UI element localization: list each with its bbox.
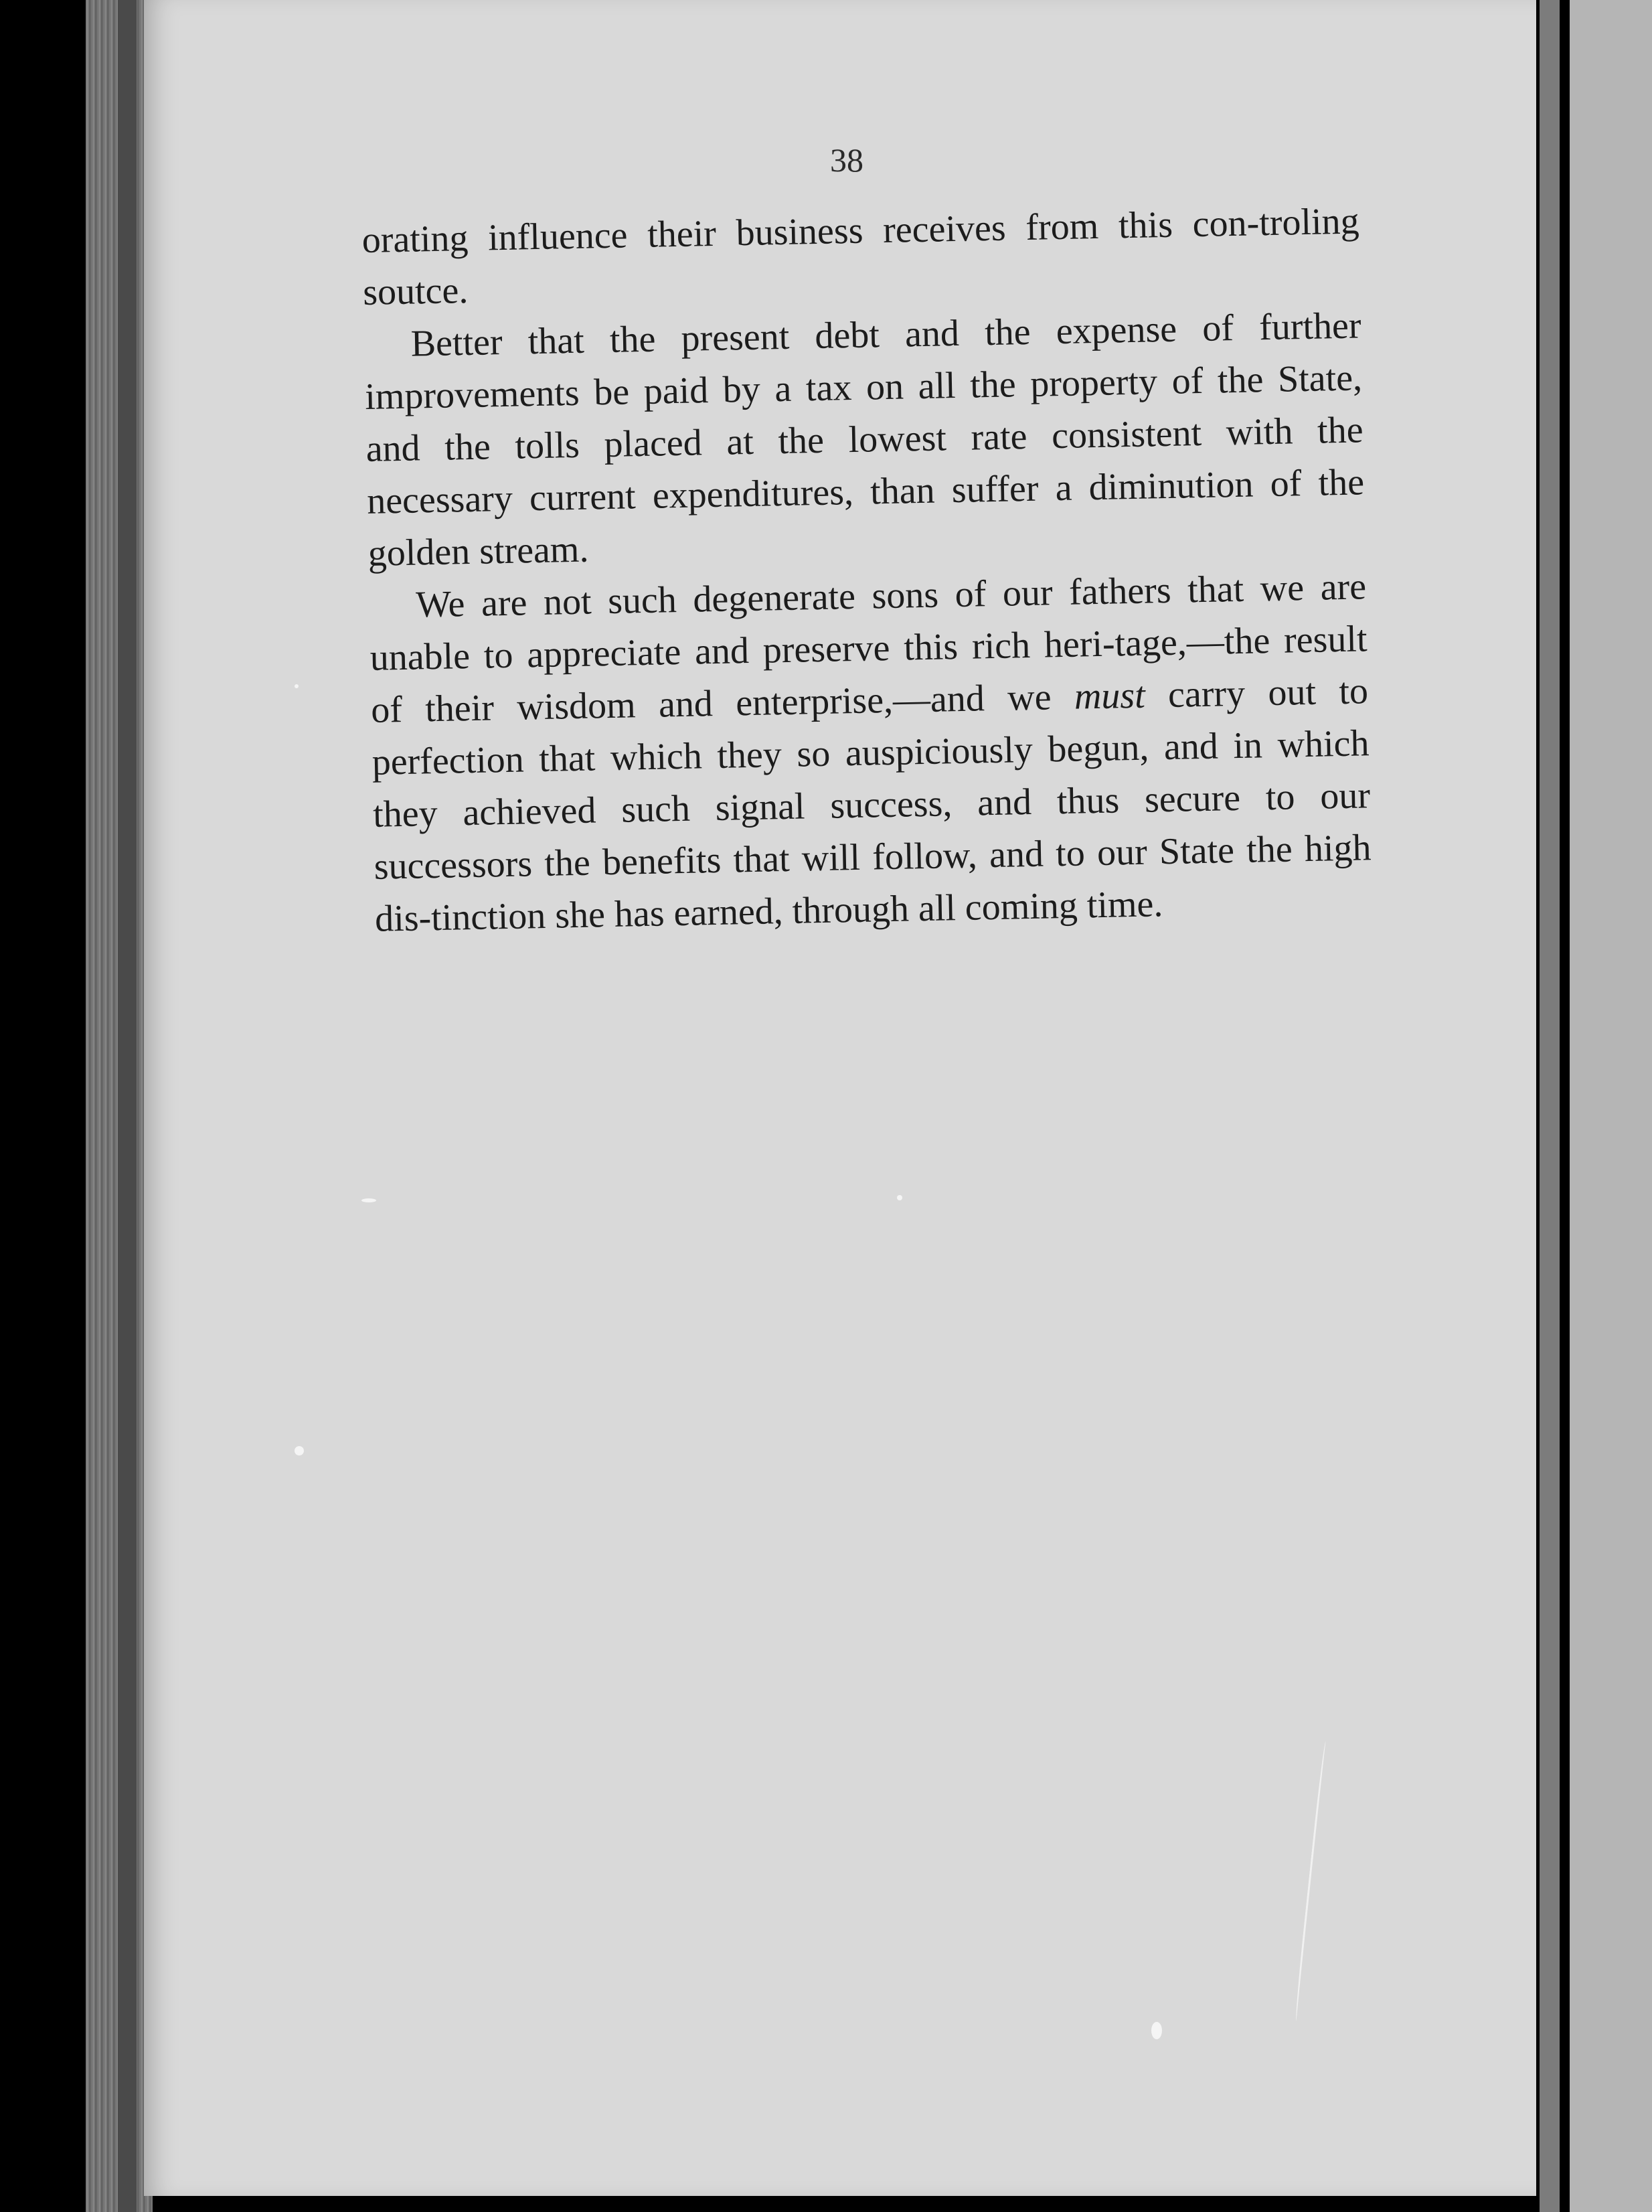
- page-body: [361, 195, 1373, 945]
- dust-speck: [295, 684, 299, 688]
- page-number: 38: [830, 141, 863, 179]
- dust-speck: [295, 1446, 304, 1455]
- page-edges-shadow: [118, 0, 137, 2212]
- dust-speck: [1151, 2022, 1162, 2039]
- facing-page: [1570, 0, 1652, 2212]
- emphasis-word: must: [1074, 674, 1146, 718]
- dust-speck: [897, 1195, 902, 1200]
- paragraph-1: orating influence their business receives from this con-troling soutce.: [361, 200, 1360, 313]
- dust-speck: [361, 1198, 376, 1202]
- facing-page-edge: [1540, 0, 1560, 2212]
- paragraph-3-after: carry out to perfection that which they so auspiciously begun, and in which they achieved such signal success, and thus secure to our successors the benefits that will follow, and to our State the high dis-tinction she has earned, through all coming time.: [371, 670, 1372, 940]
- paragraph-3-before: We are not such degenerate sons of our fathers that we are unable to appreciate and preserve this rich heri-tage,—the result of their wisdom and enterprise,—and we: [369, 566, 1368, 731]
- paragraph-3: [368, 560, 1372, 945]
- paragraph-2: Better that the present debt and the expense of further improvements be paid by a tax on all the property of the State, and the tolls placed at the lowest rate consistent with the necessary current expenditures, than suffer a diminution of the golden stream.: [364, 305, 1365, 574]
